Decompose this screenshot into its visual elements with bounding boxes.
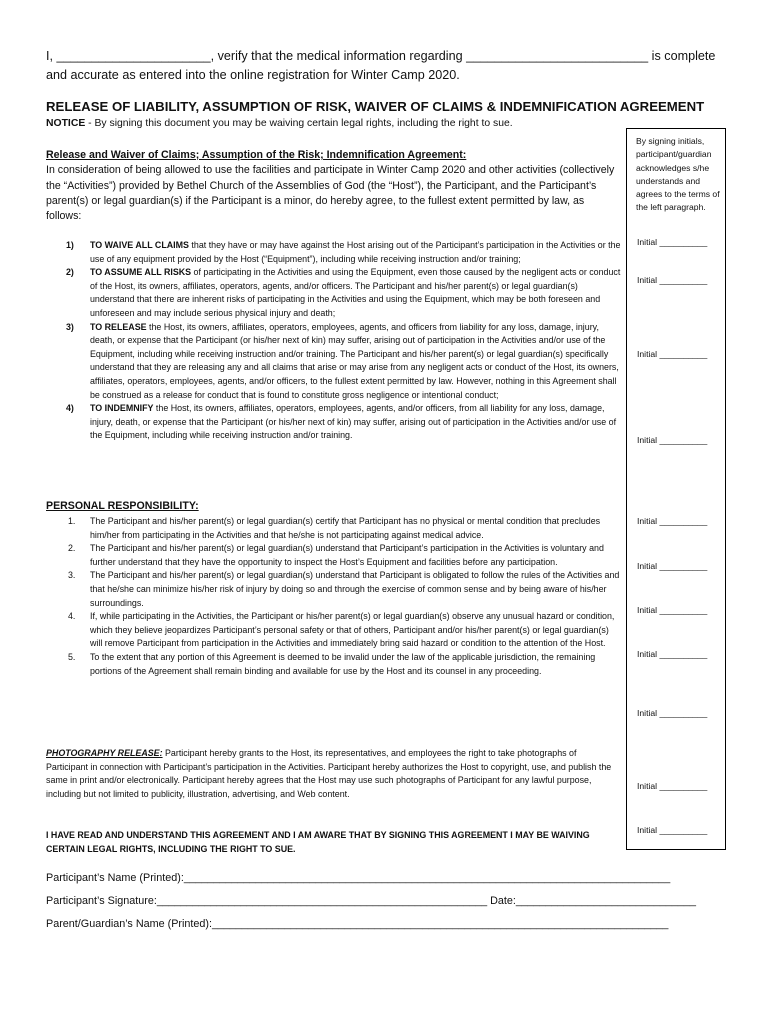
release-item-text: that they have or may have against the Host arising out of the Participant’s participation in the Activities or the use of any equipment provided by the Host (“Equipment”), including while receiving instruction and/or training; bbox=[90, 240, 621, 264]
release-item-number: 3) bbox=[66, 321, 74, 332]
list-item bbox=[46, 610, 622, 651]
initial-field[interactable]: Initial __________ bbox=[637, 435, 708, 445]
list-item-text: The Participant and his/her parent(s) or legal guardian(s) understand that Participant is obligated to follow the rules of the Activities and that he/she can minimize his/her risk of injury by doing so and through the exercise of common sense and by being aware of his/her surroundings. bbox=[90, 570, 620, 608]
list-item-text: The Participant and his/her parent(s) or legal guardian(s) understand that Participant’s participation in the Activities is voluntary and further understand that they have the opportunity to inspect the Host’s Equipment and facilities before any participation. bbox=[90, 543, 604, 567]
initial-field[interactable]: Initial __________ bbox=[637, 561, 708, 571]
list-item-text: If, while participating in the Activities, the Participant or his/her parent(s) or legal guardian(s) observe any unusual hazard or condition, which they believe jeopardizes Participant’s personal safety or that of others, Participant and/or his/her parent(s) or legal guardian(s) will remove Participant from participation in the Activities and immediately bring said hazard or condition to the attention of the Host. bbox=[90, 611, 615, 649]
intro-statement bbox=[46, 47, 726, 85]
release-section bbox=[46, 148, 618, 224]
list-item bbox=[46, 569, 622, 610]
release-item-lead: TO ASSUME ALL RISKS bbox=[90, 267, 192, 278]
participant-signature-line[interactable]: Participant’s Signature:_______________________________________________________ Date:______________________________ bbox=[46, 895, 697, 907]
initial-field[interactable]: Initial __________ bbox=[637, 708, 708, 718]
release-item-lead: TO INDEMNIFY bbox=[90, 403, 154, 414]
release-item-lead: TO RELEASE bbox=[90, 321, 147, 332]
list-item bbox=[46, 542, 622, 569]
release-item-number: 2) bbox=[66, 267, 74, 278]
list-item-text: The Participant and his/her parent(s) or legal guardian(s) certify that Participant has no physical or mental condition that precludes him/her from participating in the Activities and that he/she is not participating against medical advice. bbox=[90, 516, 601, 540]
initial-field[interactable]: Initial __________ bbox=[637, 237, 708, 247]
release-item-text: the Host, its owners, affiliates, operators, employees, agents, and officers from liability for any loss, damage, injury, death, or expense that the Participant (or his/her next of kin) may suffer, arising out of participation in the Activities and/or use of the Equipment, including while receiving instruction and/or training. The Participant and his/her parent(s) or legal guardian(s) specifically understand that they are releasing any and all claims that arise or may arise from any negligent acts or conduct of the Host, its owners, affiliates, operators, employees, agents, and/or officers, to the fullest extent permitted by law. However, nothing in this Agreement shall be construed as a release for conduct that is found to constitute gross negligence or intentional conduct; bbox=[90, 321, 619, 400]
acknowledgement-statement: I HAVE READ AND UNDERSTAND THIS AGREEMENT AND I AM AWARE THAT BY SIGNING THIS AGREEMENT I MAY BE WAIVING CERTAIN LEGAL RIGHTS, INCLUDING THE RIGHT TO SUE. bbox=[46, 830, 590, 854]
initials-instructions: By signing initials, participant/guardian acknowledges s/he understands and agrees to the terms of the left paragraph. bbox=[636, 136, 720, 213]
release-item-number: 1) bbox=[66, 240, 74, 250]
document-title: RELEASE OF LIABILITY, ASSUMPTION OF RISK, WAIVER OF CLAIMS & INDEMNIFICATION AGREEMENT bbox=[46, 99, 705, 114]
initial-field[interactable]: Initial __________ bbox=[637, 516, 708, 526]
release-item bbox=[46, 266, 622, 320]
initial-field[interactable]: Initial __________ bbox=[637, 781, 708, 791]
release-list bbox=[46, 239, 622, 443]
initial-field[interactable]: Initial __________ bbox=[637, 275, 708, 285]
personal-responsibility-heading: PERSONAL RESPONSIBILITY: bbox=[46, 500, 199, 512]
release-item-lead: TO WAIVE ALL CLAIMS bbox=[90, 240, 189, 250]
intro-line-2: and accurate as entered into the online registration for Winter Camp 2020. bbox=[46, 68, 460, 82]
list-item bbox=[46, 515, 622, 542]
list-item-number: 1. bbox=[68, 516, 76, 526]
list-item bbox=[46, 651, 622, 678]
release-heading: Release and Waiver of Claims; Assumption of the Risk; Indemnification Agreement: bbox=[46, 149, 467, 161]
notice-text: - By signing this document you may be waiving certain legal rights, including the right to sue. bbox=[85, 118, 513, 129]
participant-name-line[interactable]: Participant’s Name (Printed):_________________________________________________________________________________ bbox=[46, 872, 671, 884]
release-item-text: the Host, its owners, affiliates, operators, employees, agents, and/or officers, from all liability for any loss, damage, injury, death, or expense that the Participant (or his/her next of kin) may suffer, arising out of participation in the Activities and/or use of the Equipment, including while receiving instruction and/or training. bbox=[90, 403, 617, 441]
photography-release-label: PHOTOGRAPHY RELEASE: bbox=[46, 748, 163, 758]
intro-line-1: I, ______________________, verify that the medical information regarding __________________________ is complete bbox=[46, 49, 716, 63]
photography-release bbox=[46, 747, 618, 801]
release-item bbox=[46, 321, 622, 403]
personal-responsibility-list bbox=[46, 515, 622, 678]
initial-field[interactable]: Initial __________ bbox=[637, 349, 708, 359]
list-item-number: 3. bbox=[68, 570, 76, 581]
initial-field[interactable]: Initial __________ bbox=[637, 825, 708, 835]
release-item bbox=[46, 239, 622, 266]
guardian-name-line[interactable]: Parent/Guardian’s Name (Printed):____________________________________________________________________________ bbox=[46, 918, 669, 930]
list-item-number: 5. bbox=[68, 651, 76, 662]
list-item-number: 2. bbox=[68, 543, 76, 554]
notice bbox=[46, 118, 513, 129]
release-body: In consideration of being allowed to use the facilities and participate in Winter Camp 2020 and other activities (collectively the “Activities”) provided by Bethel Church of the Assemblies of God (the “Host”), the Participant, and the Participant’s parent(s) or legal guardian(s) if the Participant is a minor, do hereby agree, to the fullest extent permitted by law, as follows: bbox=[46, 164, 615, 223]
initial-field[interactable]: Initial __________ bbox=[637, 649, 708, 659]
release-item-number: 4) bbox=[66, 403, 74, 414]
release-item bbox=[46, 402, 622, 443]
release-item-text: of participating in the Activities and using the Equipment, even those caused by the negligent acts or conduct of the Host, its owners, affiliates, operators, agents, and/or officers. The Participant and his/her parent(s) or legal guardian(s) understand that there are inherent risks of participating in the Activities and using the Equipment, which may be both foreseen and unforeseen and may include serious physical injury and death; bbox=[90, 267, 621, 318]
list-item-number: 4. bbox=[68, 611, 76, 622]
photography-release-text: Participant hereby grants to the Host, its representatives, and employees the right to take photographs of Participant in connection with Participant’s participation in the Activities. Participant hereby authorizes the Host to copyright, use, and publish the same in print and/or electronically. Participant hereby agrees that the Host may use such photographs of Participant for any lawful purpose, including but not limited to publicity, illustration, advertising, and Web content. bbox=[46, 748, 612, 799]
initial-field[interactable]: Initial __________ bbox=[637, 605, 708, 615]
list-item-text: To the extent that any portion of this Agreement is deemed to be invalid under the law of the applicable jurisdiction, the remaining portions of the Agreement shall remain binding and available for use by the Host and its counsel in any proceeding. bbox=[90, 651, 596, 676]
notice-label: NOTICE bbox=[46, 118, 86, 129]
